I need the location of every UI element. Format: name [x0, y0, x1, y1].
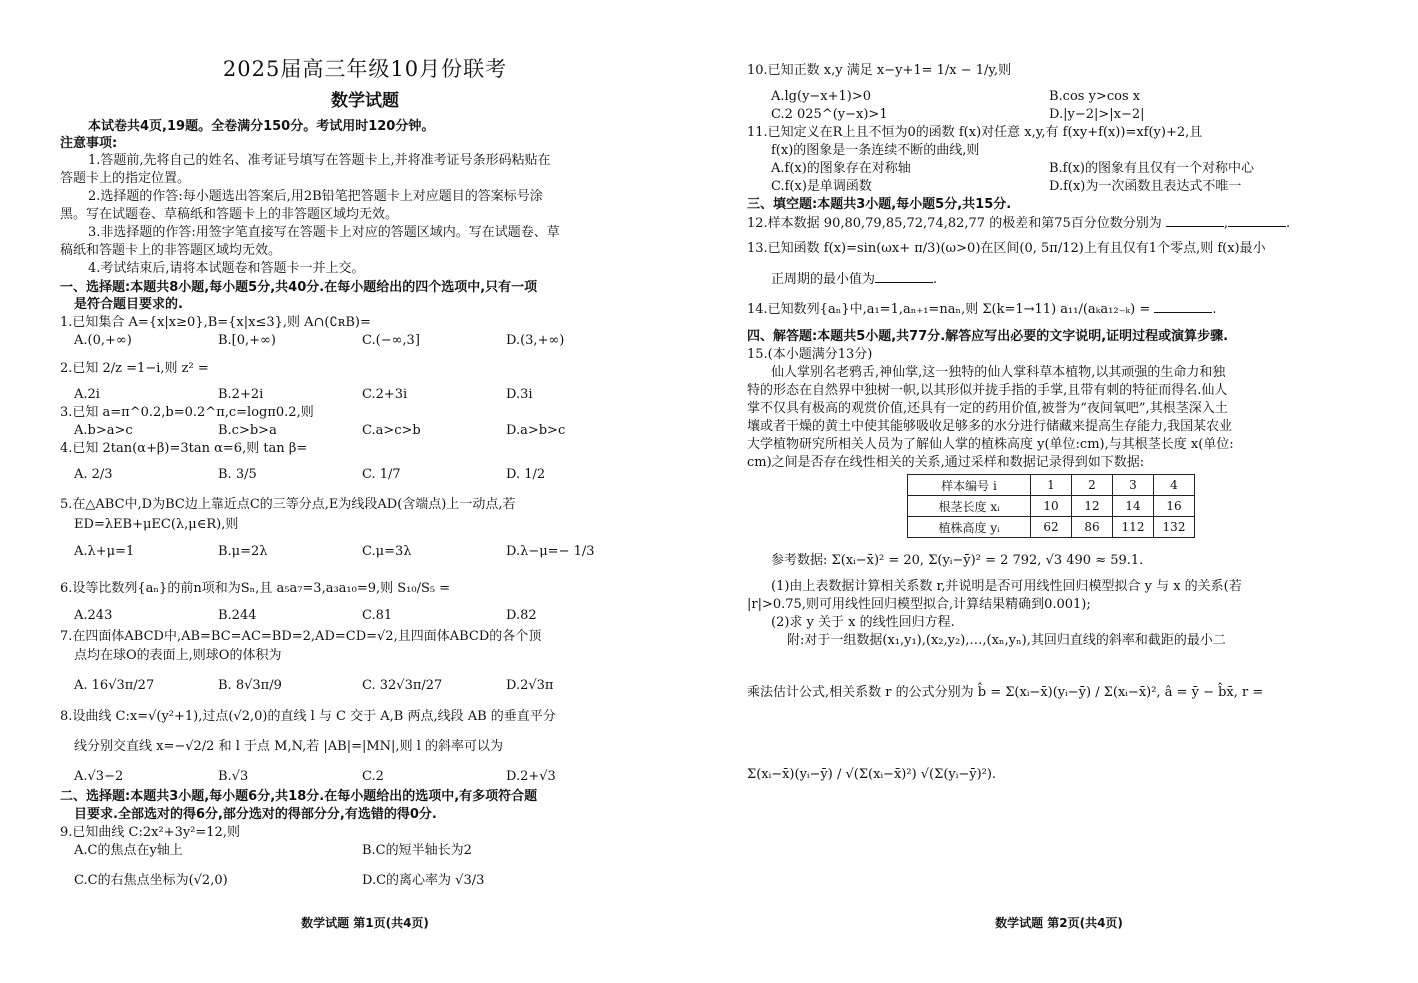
q15-paragraph: 壤或者干燥的黄土中使其能够吸收足够多的水分进行储藏来提高生存能力,我国某农业: [747, 419, 1233, 434]
question-9: 9.已知曲线 C:2x²+3y²=12,则: [60, 825, 240, 840]
table-cell: 2: [1072, 475, 1113, 496]
notice-line: 答题卡上的指定位置。: [60, 171, 191, 186]
question-10: 10.已知正数 x,y 满足 x−y+1= 1/x − 1/y,则: [747, 63, 1012, 78]
reference-data: 参考数据: Σ(xᵢ−x̄)² = 20, Σ(yᵢ−ȳ)² = 2 792, √3 490 ≈ 59.1.: [771, 553, 1144, 568]
answer-blank: [1228, 214, 1286, 227]
notice-line: 黑。写在试题卷、草稿纸和答题卡上的非答题区域均无效。: [60, 207, 399, 222]
option: D.λ−μ=− 1/3: [506, 544, 595, 559]
option: D.a>b>c: [506, 423, 566, 438]
question-12: 12.样本数据 90,80,79,85,72,74,82,77 的极差和第75百分位数分别为 , .: [747, 216, 1291, 231]
option: C.2+3i: [362, 387, 408, 402]
regression-formula: 乘法估计公式,相关系数 r 的公式分别为 b̂ = Σ(xᵢ−x̄)(yᵢ−ȳ) / Σ(xᵢ−x̄)², â = ȳ − b̂x̄, r =: [747, 685, 1264, 700]
option: A.lg(y−x+1)>0: [771, 89, 872, 104]
option: A.f(x)的图象存在对称轴: [771, 161, 911, 176]
option: D.2+√3: [506, 769, 556, 784]
section-heading: 是符合题目要求的.: [74, 297, 183, 312]
option: B.μ=2λ: [218, 544, 268, 559]
notice-line: 3.非选择题的作答:用签字笔直接写在答题卡上对应的答题区域内。写在试题卷、草: [88, 225, 560, 240]
notice-heading: 注意事项:: [60, 136, 118, 151]
option: B.f(x)的图象有且仅有一个对称中心: [1049, 161, 1254, 176]
option: B.√3: [218, 769, 249, 784]
option: C. 1/7: [362, 467, 401, 482]
question-11-cont: f(x)的图象是一条连续不断的曲线,则: [771, 143, 980, 158]
table-cell: 3: [1113, 475, 1154, 496]
option: B.[0,+∞): [218, 333, 276, 348]
table-cell: 样本编号 i: [908, 475, 1031, 496]
question-14-text: 14.已知数列{aₙ}中,a₁=1,aₙ₊₁=naₙ,则 Σ(k=1→11) a₁₁/(aₖa₁₂₋ₖ) =: [747, 302, 1151, 317]
option: C.μ=3λ: [362, 544, 412, 559]
question-1: 1.已知集合 A={x|x≥0},B={x|x≤3},则 A∩(∁ʀB)=: [60, 315, 371, 330]
option: A.2i: [74, 387, 100, 402]
question-15-heading: 15.(本小题满分13分): [747, 347, 873, 362]
question-5: 5.在△ABC中,D为BC边上靠近点C的三等分点,E为线段AD(含端点)上一动点,若: [60, 497, 516, 512]
question-12-text: 12.样本数据 90,80,79,85,72,74,82,77 的极差和第75百分位数分别为: [747, 216, 1162, 231]
question-14: 14.已知数列{aₙ}中,a₁=1,aₙ₊₁=naₙ,则 Σ(k=1→11) a₁₁/(aₖa₁₂₋ₖ) = .: [747, 302, 1217, 317]
q15-paragraph: 特的形态在自然界中独树一帜,以其形似并拢手指的手掌,且带有刺的特征而得名.仙人: [747, 383, 1228, 398]
notice-line: 稿纸和答题卡上的非答题区域均无效。: [60, 243, 282, 258]
exam-subtitle: 数学试题: [331, 91, 399, 111]
option: C.C的右焦点坐标为(√2,0): [74, 873, 228, 888]
answer-blank: [1154, 300, 1212, 313]
exam-title: 2025届高三年级10月份联考: [222, 57, 508, 81]
option: C.2: [362, 769, 384, 784]
question-5-cont: ED=λEB+μEC(λ,μ∈R),则: [74, 517, 239, 532]
option: B. 3/5: [218, 467, 257, 482]
option: A.243: [74, 608, 113, 623]
table-row: [908, 517, 1195, 538]
table-cell: 12: [1072, 496, 1113, 517]
table-row: [908, 496, 1195, 517]
option: D.C的离心率为 √3/3: [362, 873, 485, 888]
q15-paragraph: 掌不仅具有极高的观赏价值,还具有一定的药用价值,被誉为“夜间氧吧”,其根茎深入土: [747, 401, 1228, 416]
option: C.81: [362, 608, 393, 623]
option: C.(−∞,3]: [362, 333, 420, 348]
question-8-cont: 线分别交直线 x=−√2/2 和 l 于点 M,N,若 |AB|=|MN|,则 l 的斜率可以为: [74, 739, 503, 754]
q15-paragraph: 大学植物研究所相关人员为了解仙人掌的植株高度 y(单位:cm),与其根茎长度 x(单位:: [747, 437, 1234, 452]
option: D.|y−2|>|x−2|: [1049, 107, 1145, 122]
question-11: 11.已知定义在R上且不恒为0的函数 f(x)对任意 x,y,有 f(xy+f(x))=xf(y)+2,且: [747, 125, 1203, 140]
q15-paragraph: 仙人掌别名老鸦舌,神仙掌,这一独特的仙人掌科草本植物,以其顽强的生命力和独: [771, 365, 1226, 380]
option: C.2 025^(y−x)>1: [771, 107, 888, 122]
option: B.cos y>cos x: [1049, 89, 1141, 104]
table-cell: 112: [1113, 517, 1154, 538]
page-footer: 数学试题 第2页(共4页): [995, 916, 1123, 930]
q15-part1-cont: |r|>0.75,则可用线性回归模型拟合,计算结果精确到0.001);: [747, 597, 1091, 612]
page-footer: 数学试题 第1页(共4页): [301, 916, 429, 930]
question-13-cont: 正周期的最小值为 .: [771, 272, 938, 287]
question-4: 4.已知 2tan(α+β)=3tan α=6,则 tan β=: [60, 441, 308, 456]
table-cell: 132: [1154, 517, 1195, 538]
q15-part2: (2)求 y 关于 x 的线性回归方程.: [771, 615, 955, 630]
question-7-cont: 点均在球O的表面上,则球O的体积为: [74, 648, 282, 663]
notice-line: 2.选择题的作答:每小题选出答案后,用2B铅笔把答题卡上对应题目的答案标号涂: [88, 189, 543, 204]
option: C.a>c>b: [362, 423, 421, 438]
option: A.√3−2: [74, 769, 124, 784]
option: A.b>a>c: [74, 423, 133, 438]
table-cell: 86: [1072, 517, 1113, 538]
option: C. 32√3π/27: [362, 678, 443, 693]
section-heading: 目要求.全部选对的得6分,部分选对的得部分分,有选错的得0分.: [74, 807, 437, 822]
option: B.244: [218, 608, 257, 623]
table-cell: 根茎长度 xᵢ: [908, 496, 1031, 517]
right-page: [709, 0, 1418, 983]
section-heading: 一、选择题:本题共8小题,每小题5分,共40分.在每小题给出的四个选项中,只有一项: [60, 280, 538, 295]
question-13b-text: 正周期的最小值为: [771, 272, 876, 287]
question-7: 7.在四面体ABCD中,AB=BC=AC=BD=2,AD=CD=√2,且四面体ABCD的各个顶: [60, 629, 542, 644]
correlation-formula: Σ(xᵢ−x̄)(yᵢ−ȳ) / √(Σ(xᵢ−x̄)²) √(Σ(yᵢ−ȳ)²).: [747, 767, 997, 782]
section-heading: 三、填空题:本题共3小题,每小题5分,共15分.: [747, 197, 1012, 212]
table-cell: 14: [1113, 496, 1154, 517]
section-heading: 二、选择题:本题共3小题,每小题6分,共18分.在每小题给出的选项中,有多项符合题: [60, 789, 538, 804]
question-13: 13.已知函数 f(x)=sin(ωx+ π/3)(ω>0)在区间(0, 5π/12)上有且仅有1个零点,则 f(x)最小: [747, 241, 1266, 256]
table-cell: 16: [1154, 496, 1195, 517]
answer-blank: [1166, 214, 1224, 227]
option: D.82: [506, 608, 537, 623]
option: A.C的焦点在y轴上: [74, 843, 183, 858]
notice-line: 4.考试结束后,请将本试题卷和答题卡一并上交。: [88, 261, 365, 276]
option: C.f(x)是单调函数: [771, 179, 872, 194]
option: B.c>b>a: [218, 423, 277, 438]
option: D. 1/2: [506, 467, 546, 482]
option: A. 2/3: [74, 467, 113, 482]
q15-paragraph: cm)之间是否存在线性相关的关系,通过采样和数据记录得到如下数据:: [747, 455, 1145, 470]
option: D.(3,+∞): [506, 333, 565, 348]
table-cell: 植株高度 yᵢ: [908, 517, 1031, 538]
table-cell: 10: [1031, 496, 1072, 517]
notice-line: 1.答题前,先将自己的姓名、准考证号填写在答题卡上,并将准考证号条形码粘贴在: [88, 153, 551, 168]
option: B.2+2i: [218, 387, 264, 402]
section-heading: 四、解答题:本题共5小题,共77分.解答应写出必要的文字说明,证明过程或演算步骤.: [747, 329, 1229, 344]
answer-blank: [875, 270, 933, 283]
q15-appendix: 附:对于一组数据(x₁,y₁),(x₂,y₂),…,(xₙ,yₙ),其回归直线的斜率和截距的最小二: [787, 633, 1226, 648]
option: A.(0,+∞): [74, 333, 132, 348]
table-row: [908, 475, 1195, 496]
data-table: [907, 474, 1195, 538]
option: D.f(x)为一次函数且表达式不唯一: [1049, 179, 1242, 194]
table-cell: 62: [1031, 517, 1072, 538]
option: B. 8√3π/9: [218, 678, 282, 693]
option: A. 16√3π/27: [74, 678, 155, 693]
question-3: 3.已知 a=π^0.2,b=0.2^π,c=logπ0.2,则: [60, 405, 314, 420]
option: D.2√3π: [506, 678, 554, 693]
table-cell: 1: [1031, 475, 1072, 496]
option: B.C的短半轴长为2: [362, 843, 472, 858]
question-8: 8.设曲线 C:x=√(y²+1),过点(√2,0)的直线 l 与 C 交于 A,B 两点,线段 AB 的垂直平分: [60, 709, 556, 724]
question-6: 6.设等比数列{aₙ}的前n项和为Sₙ,且 a₅a₇=3,a₃a₁₀=9,则 S₁₀/S₅ =: [60, 581, 451, 596]
exam-intro: 本试卷共4页,19题。全卷满分150分。考试用时120分钟。: [88, 119, 435, 134]
option: A.λ+μ=1: [74, 544, 135, 559]
option: D.3i: [506, 387, 533, 402]
question-2: 2.已知 2/z =1−i,则 z² =: [60, 361, 209, 376]
table-cell: 4: [1154, 475, 1195, 496]
q15-part1: (1)由上表数据计算相关系数 r,并说明是否可用线性回归模型拟合 y 与 x 的关系(若: [771, 579, 1242, 594]
